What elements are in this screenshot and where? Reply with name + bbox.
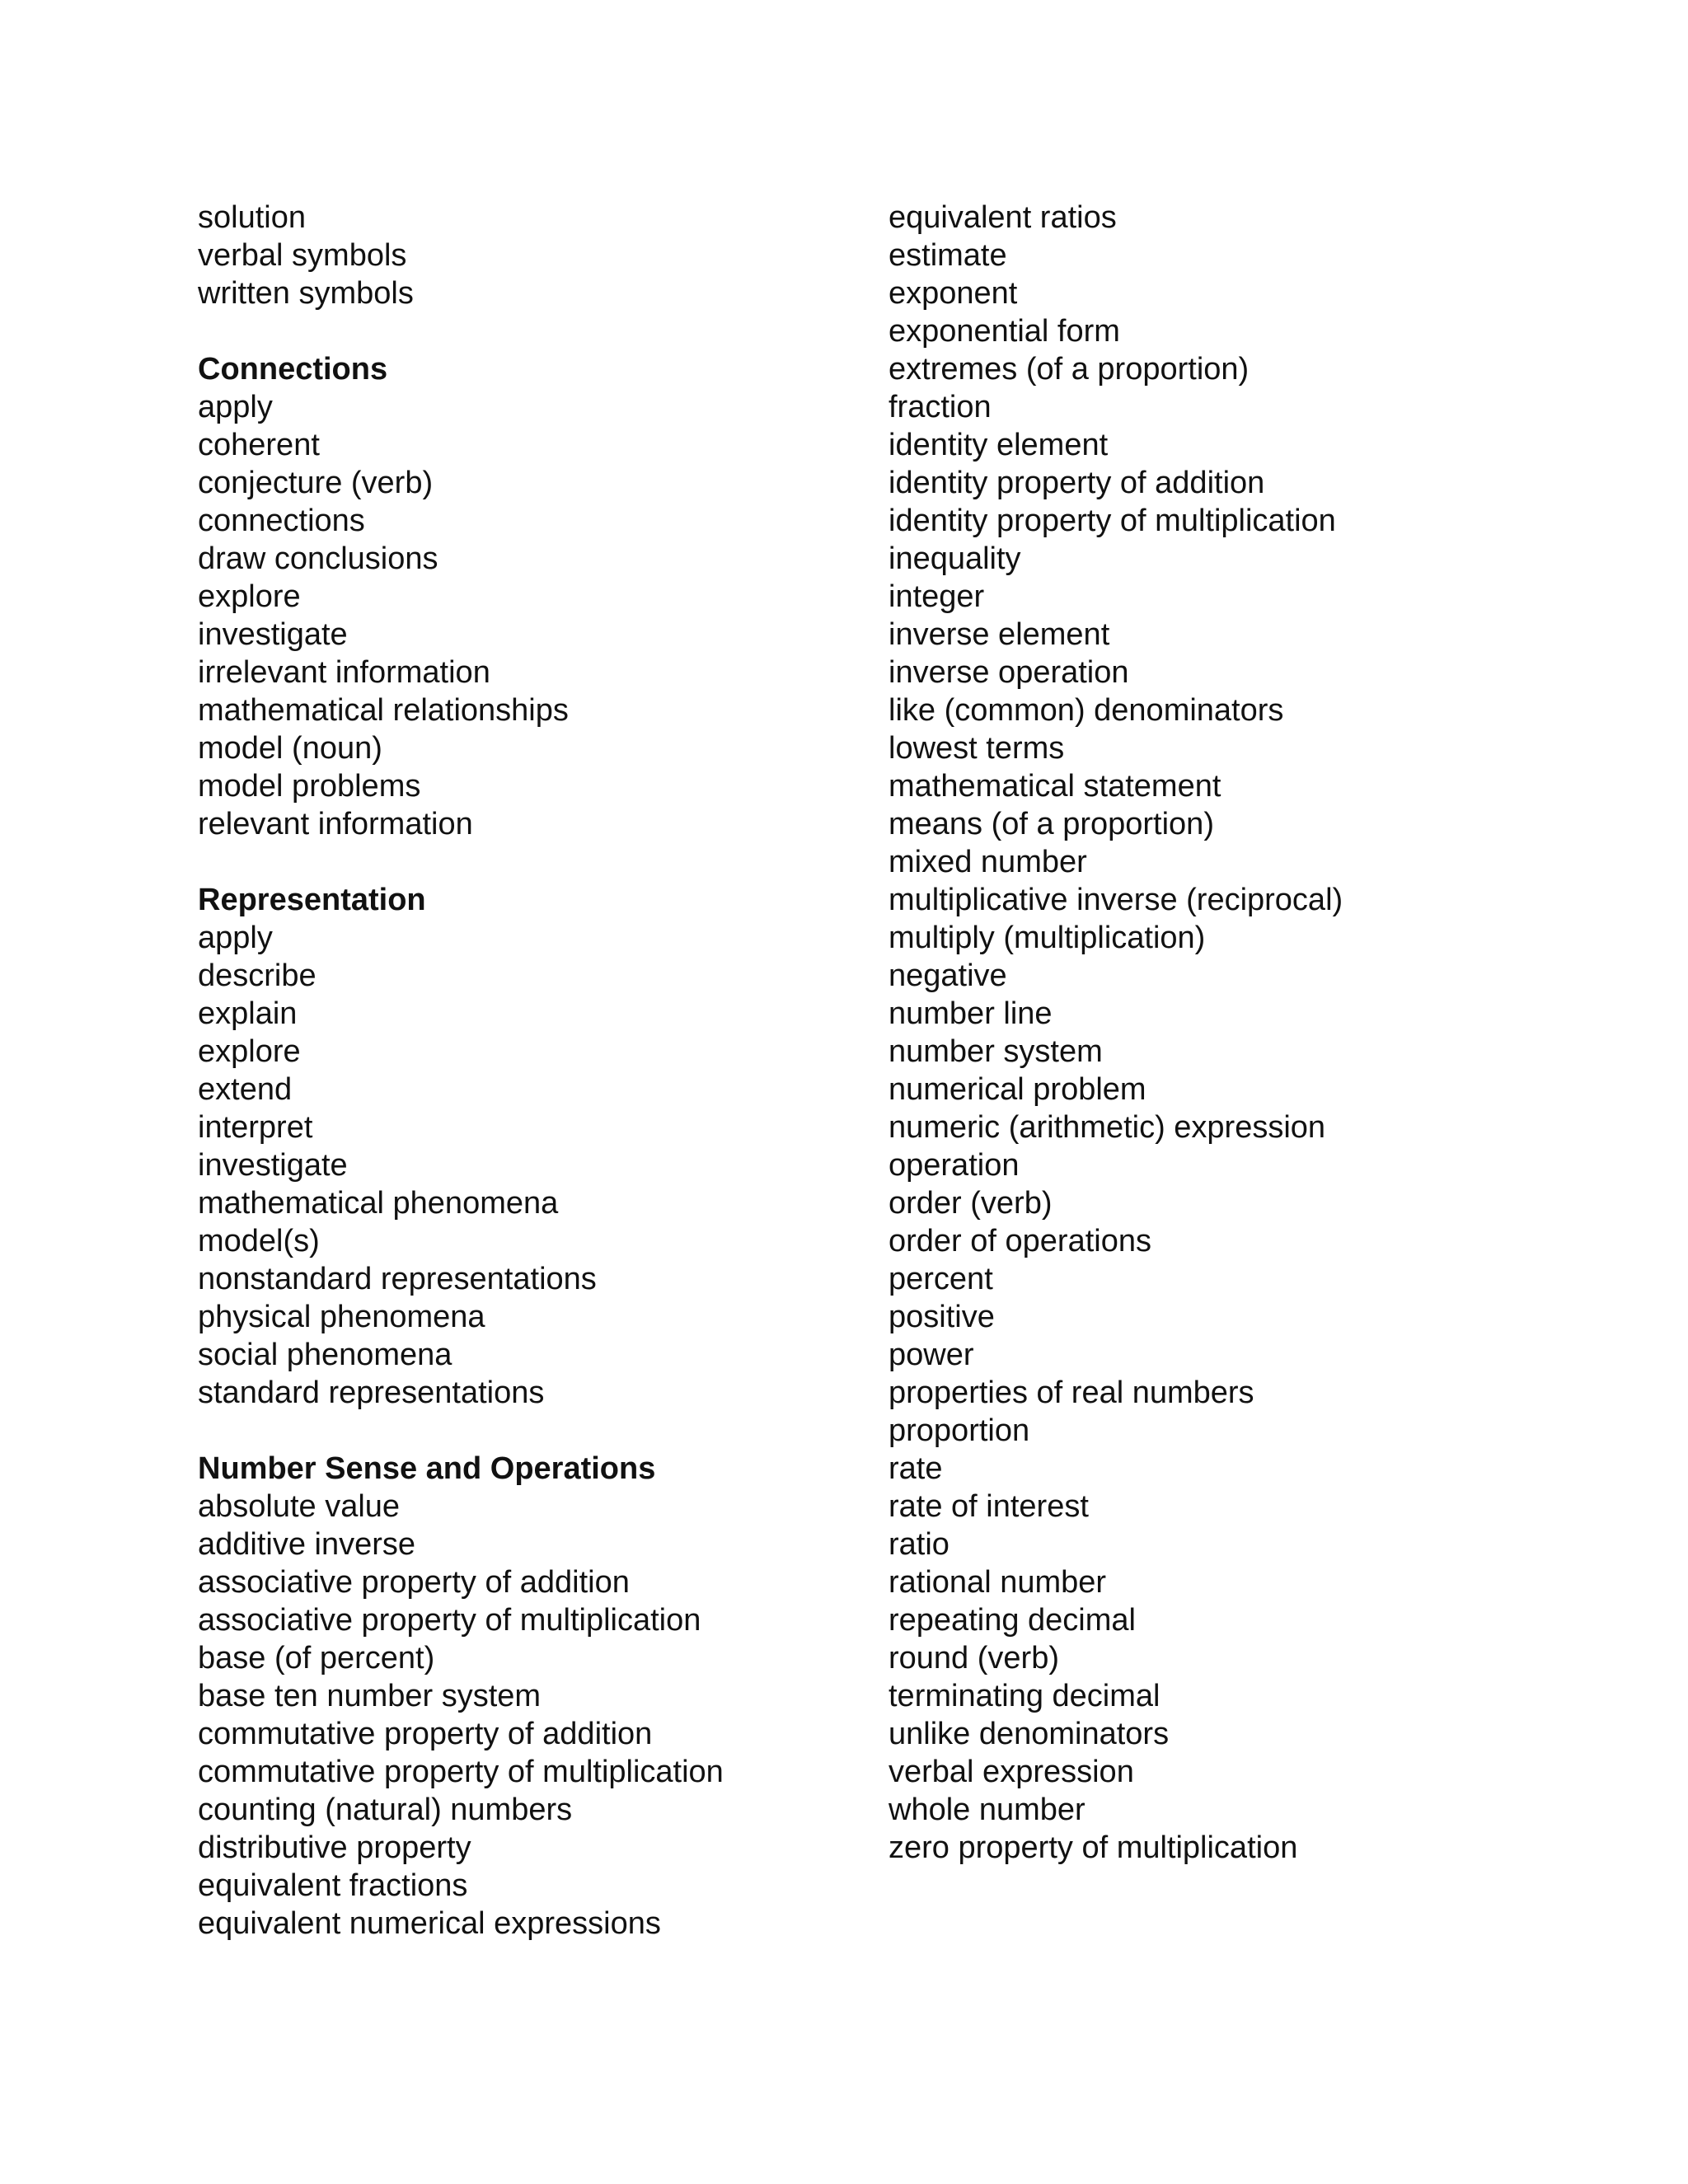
vocab-term: solution [198,200,306,235]
vocab-term: round (verb) [889,1641,1059,1675]
vocab-term: extremes (of a proportion) [889,352,1250,387]
vocab-term: commutative property of multiplication [198,1755,724,1789]
vocab-term: ratio [889,1527,950,1562]
vocab-term: power [889,1338,974,1372]
vocab-term: explore [198,579,301,614]
vocab-term: mixed number [889,845,1087,879]
vocab-term: negative [889,958,1007,993]
vocab-term: describe [198,958,316,993]
vocab-term: base ten number system [198,1679,542,1713]
vocab-term: apply [198,921,273,955]
vocab-term: estimate [889,238,1007,273]
vocab-term: social phenomena [198,1338,452,1372]
vocab-term: multiply (multiplication) [889,921,1206,955]
vocab-term: commutative property of addition [198,1717,653,1751]
vocab-term: exponent [889,276,1018,311]
vocab-term: multiplicative inverse (reciprocal) [889,883,1343,917]
vocab-term: inverse element [889,617,1110,652]
vocab-term: absolute value [198,1489,401,1524]
vocab-term: fraction [889,390,992,424]
vocab-term: standard representations [198,1376,545,1410]
right-column [889,199,1630,1867]
vocab-term: identity element [889,428,1109,462]
vocab-term: mathematical relationships [198,693,569,728]
vocab-term: zero property of multiplication [889,1830,1298,1865]
vocab-term: explain [198,996,298,1031]
vocab-term: operation [889,1148,1020,1183]
vocab-term: repeating decimal [889,1603,1136,1638]
vocab-term: apply [198,390,273,424]
vocab-term: relevant information [198,807,473,841]
vocab-term: inverse operation [889,655,1129,690]
vocab-term: nonstandard representations [198,1262,597,1296]
vocab-term: exponential form [889,314,1120,349]
vocab-term: counting (natural) numbers [198,1793,573,1827]
vocab-term: order (verb) [889,1186,1053,1221]
left-column [198,199,857,1943]
vocab-term: numerical problem [889,1072,1146,1107]
vocab-term: mathematical phenomena [198,1186,559,1221]
vocab-term: inequality [889,541,1021,576]
vocab-term: written symbols [198,276,414,311]
vocab-term: identity property of multiplication [889,504,1336,538]
vocab-term: order of operations [889,1224,1151,1258]
vocab-term: percent [889,1262,993,1296]
section-heading: Number Sense and Operations [198,1451,656,1486]
vocab-term: number line [889,996,1053,1031]
vocab-term: numeric (arithmetic) expression [889,1110,1326,1145]
vocab-term: rate of interest [889,1489,1089,1524]
vocab-term: base (of percent) [198,1641,435,1675]
vocab-term: draw conclusions [198,541,438,576]
vocab-term: positive [889,1300,995,1334]
vocab-term: explore [198,1034,301,1069]
section-spacer [198,843,857,881]
vocab-term: integer [889,579,985,614]
vocab-term: connections [198,504,365,538]
vocab-term: investigate [198,617,348,652]
vocab-term: equivalent fractions [198,1868,468,1903]
vocab-term: unlike denominators [889,1717,1170,1751]
vocab-term: like (common) denominators [889,693,1284,728]
vocab-term: interpret [198,1110,313,1145]
vocab-term: identity property of addition [889,466,1265,500]
vocab-term: means (of a proportion) [889,807,1214,841]
vocab-term: equivalent numerical expressions [198,1906,661,1941]
vocab-term: proportion [889,1413,1030,1448]
vocab-term: associative property of addition [198,1565,630,1600]
vocab-term: equivalent ratios [889,200,1117,235]
vocab-term: rate [889,1451,943,1486]
section-heading: Connections [198,352,388,387]
vocab-term: properties of real numbers [889,1376,1254,1410]
vocab-term: irrelevant information [198,655,490,690]
vocab-term: verbal expression [889,1755,1134,1789]
vocab-term: additive inverse [198,1527,416,1562]
section-spacer [198,1412,857,1450]
vocab-term: number system [889,1034,1103,1069]
vocab-term: model (noun) [198,731,382,766]
vocab-term: terminating decimal [889,1679,1160,1713]
vocab-term: lowest terms [889,731,1065,766]
vocab-term: model(s) [198,1224,320,1258]
vocab-term: coherent [198,428,320,462]
section-heading: Representation [198,883,426,917]
vocab-term: model problems [198,769,421,804]
vocab-term: extend [198,1072,293,1107]
section-spacer [198,312,857,350]
vocab-term: rational number [889,1565,1107,1600]
vocab-term: whole number [889,1793,1085,1827]
vocab-term: conjecture (verb) [198,466,434,500]
vocab-term: mathematical statement [889,769,1221,804]
vocab-term: physical phenomena [198,1300,485,1334]
vocab-term: associative property of multiplication [198,1603,701,1638]
vocab-term: investigate [198,1148,348,1183]
vocab-term: distributive property [198,1830,471,1865]
vocab-term: verbal symbols [198,238,407,273]
